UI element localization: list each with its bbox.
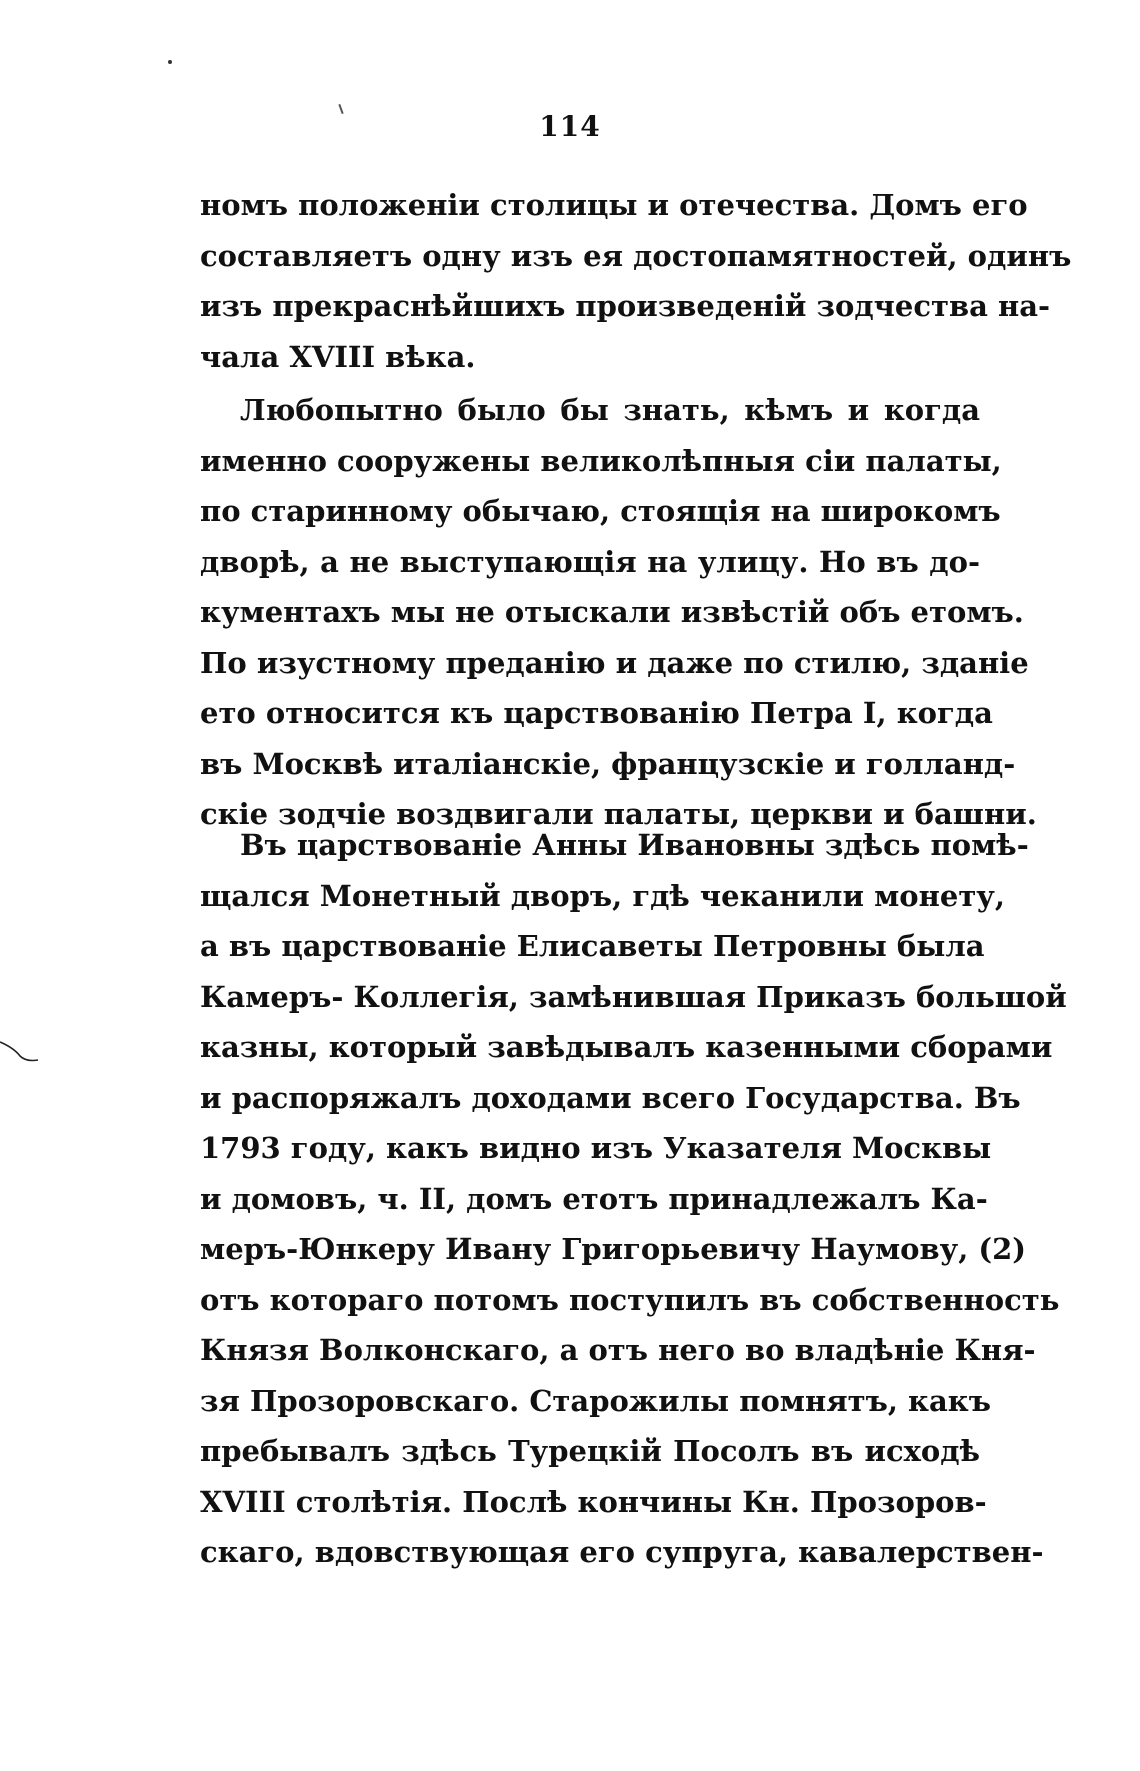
text-line: казны, который завѣдывалъ казенными сборами	[200, 1030, 1053, 1064]
text-line: дворѣ, а не выступающія на улицу. Но въ до-	[200, 544, 980, 579]
text-line: скіе зодчіе воздвигали палаты, церкви и башни.	[200, 797, 1037, 831]
scan-speck	[168, 60, 172, 64]
text-line: составляетъ одну изъ ея достопамятностей, одинъ	[200, 238, 1072, 273]
text-line: 1793 году, какъ видно изъ Указателя Москвы	[200, 1131, 992, 1165]
text-line: изъ прекраснѣйшихъ произведеній зодчества на-	[200, 289, 1051, 323]
page-number: 114	[539, 110, 601, 143]
text-line: номъ положеніи столицы и отечества. Домъ его	[200, 188, 1028, 222]
text-line: Въ царствованіе Анны Ивановны здѣсь помѣ-	[240, 828, 1029, 862]
text-line: XVIII столѣтія. Послѣ кончины Кн. Прозоров-	[200, 1484, 987, 1519]
text-line: чала XVIII вѣка.	[200, 339, 476, 374]
text-line: Любопытно было бы знать, кѣмъ и когда	[240, 393, 980, 427]
paragraph-3	[200, 820, 1067, 1578]
text-line: пребывалъ здѣсь Турецкій Посолъ въ исходѣ	[200, 1434, 980, 1468]
paragraph-2	[200, 385, 1037, 840]
text-line: именно сооружены великолѣпныя сіи палаты,	[200, 443, 1002, 478]
text-line: скаго, вдовствующая его супруга, кавалерствен-	[200, 1535, 1044, 1569]
margin-pen-stroke	[0, 1040, 40, 1070]
text-line: и распоряжалъ доходами всего Государства. Въ	[200, 1080, 1021, 1115]
text-line: а въ царствованіе Елисаветы Петровны была	[200, 929, 985, 963]
text-line: меръ-Юнкеру Ивану Григорьевичу Наумову, (2)	[200, 1232, 1027, 1266]
text-line: зя Прозоровскаго. Старожилы помнятъ, какъ	[200, 1383, 991, 1418]
text-line: отъ котораго потомъ поступилъ въ собственность	[200, 1282, 1060, 1317]
text-line: ето относится къ царствованію Петра I, когда	[200, 696, 993, 730]
text-line: Князя Волконскаго, а отъ него во владѣніе Кня-	[200, 1333, 1036, 1367]
paragraph-1	[200, 180, 1072, 382]
text-line: въ Москвѣ италіанскіе, французскіе и голланд-	[200, 746, 1016, 781]
text-line: кументахъ мы не отыскали извѣстій объ етомъ.	[200, 595, 1024, 629]
text-line: щался Монетный дворъ, гдѣ чеканили монету,	[200, 878, 1005, 913]
text-line: По изустному преданію и даже по стилю, зданіе	[200, 645, 1029, 680]
text-line: Камеръ- Коллегія, замѣнившая Приказъ большой	[200, 979, 1067, 1014]
text-line: и домовъ, ч. II, домъ етотъ принадлежалъ Ка-	[200, 1181, 988, 1216]
text-line: по старинному обычаю, стоящія на широкомъ	[200, 494, 1001, 528]
